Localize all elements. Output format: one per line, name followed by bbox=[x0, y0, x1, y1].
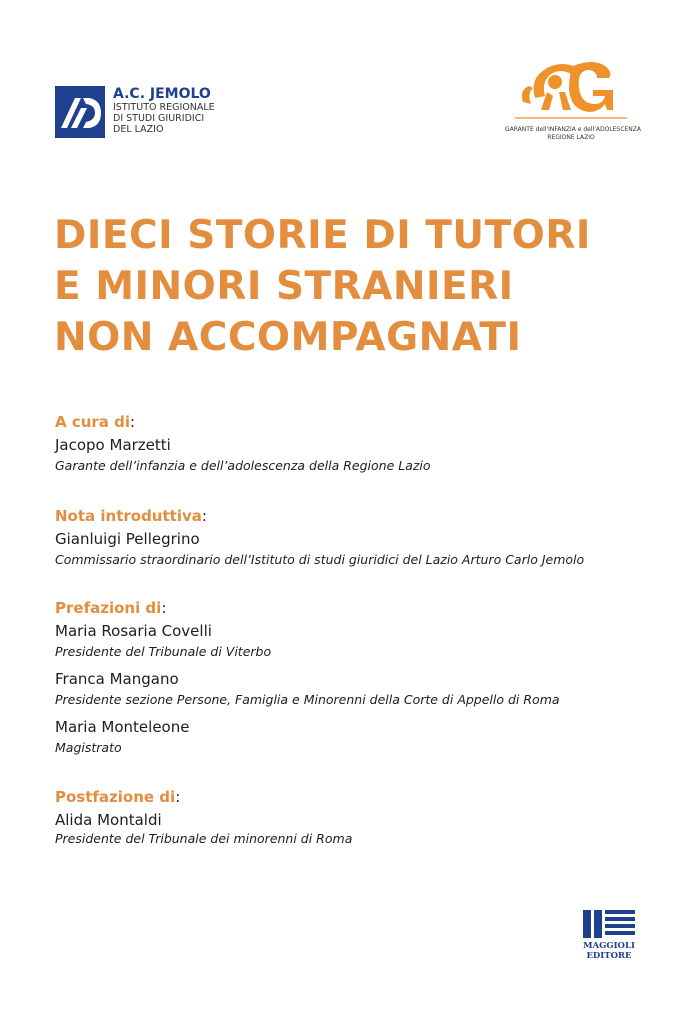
person-role: Presidente del Tribunale dei minorenni di Roma bbox=[55, 831, 353, 846]
person-name: Gianluigi Pellegrino bbox=[55, 530, 200, 548]
person-role: Presidente del Tribunale di Viterbo bbox=[55, 644, 272, 659]
person-role: Commissario straordinario dell’Istituto di studi giuridici del Lazio Arturo Carlo Jemolo bbox=[55, 552, 585, 567]
garante-emblem-icon bbox=[505, 58, 637, 124]
section-curatore bbox=[55, 412, 431, 474]
person-name: Maria Monteleone bbox=[55, 718, 190, 736]
publisher-name: MAGGIOLI bbox=[583, 941, 635, 951]
jemolo-subtitle-line: DEL LAZIO bbox=[113, 124, 164, 135]
label-colon: : bbox=[201, 507, 207, 525]
person-name: Franca Mangano bbox=[55, 670, 179, 688]
section-nota bbox=[55, 506, 584, 568]
garante-caption-line: GARANTE dell'INFANZIA e dell'ADOLESCENZA bbox=[505, 126, 641, 133]
section-postfazione bbox=[55, 787, 352, 847]
label-colon: : bbox=[161, 599, 167, 617]
person-role: Magistrato bbox=[55, 740, 122, 755]
jemolo-logo bbox=[55, 86, 255, 142]
label-colon: : bbox=[175, 788, 181, 806]
jemolo-subtitle-line: ISTITUTO REGIONALE bbox=[113, 102, 215, 113]
section-label: Postfazione di bbox=[55, 788, 176, 806]
section-prefazioni bbox=[55, 598, 560, 756]
section-label: Nota introduttiva bbox=[55, 507, 202, 525]
garante-caption-line: REGIONE LAZIO bbox=[547, 134, 595, 141]
title-line: DIECI STORIE DI TUTORI bbox=[54, 213, 591, 258]
person-role: Presidente sezione Persone, Famiglia e Minorenni della Corte di Appello di Roma bbox=[55, 692, 560, 707]
jemolo-emblem-icon bbox=[55, 86, 105, 138]
person-role: Garante dell’infanzia e dell’adolescenza della Regione Lazio bbox=[55, 458, 431, 473]
maggioli-emblem-icon bbox=[583, 908, 635, 940]
title-line: E MINORI STRANIERI bbox=[54, 264, 514, 309]
maggioli-logo bbox=[583, 908, 635, 964]
garante-logo bbox=[505, 58, 641, 148]
section-label: Prefazioni di bbox=[55, 599, 162, 617]
person-name: Maria Rosaria Covelli bbox=[55, 622, 212, 640]
label-colon: : bbox=[130, 413, 136, 431]
section-label: A cura di bbox=[55, 413, 131, 431]
jemolo-name: A.C. JEMOLO bbox=[113, 86, 211, 102]
publisher-subtitle: EDITORE bbox=[586, 951, 632, 961]
jemolo-subtitle-line: DI STUDI GIURIDICI bbox=[113, 113, 205, 124]
title-line: NON ACCOMPAGNATI bbox=[54, 315, 522, 360]
person-name: Jacopo Marzetti bbox=[55, 436, 171, 454]
person-name: Alida Montaldi bbox=[55, 811, 162, 829]
book-title bbox=[54, 210, 654, 363]
